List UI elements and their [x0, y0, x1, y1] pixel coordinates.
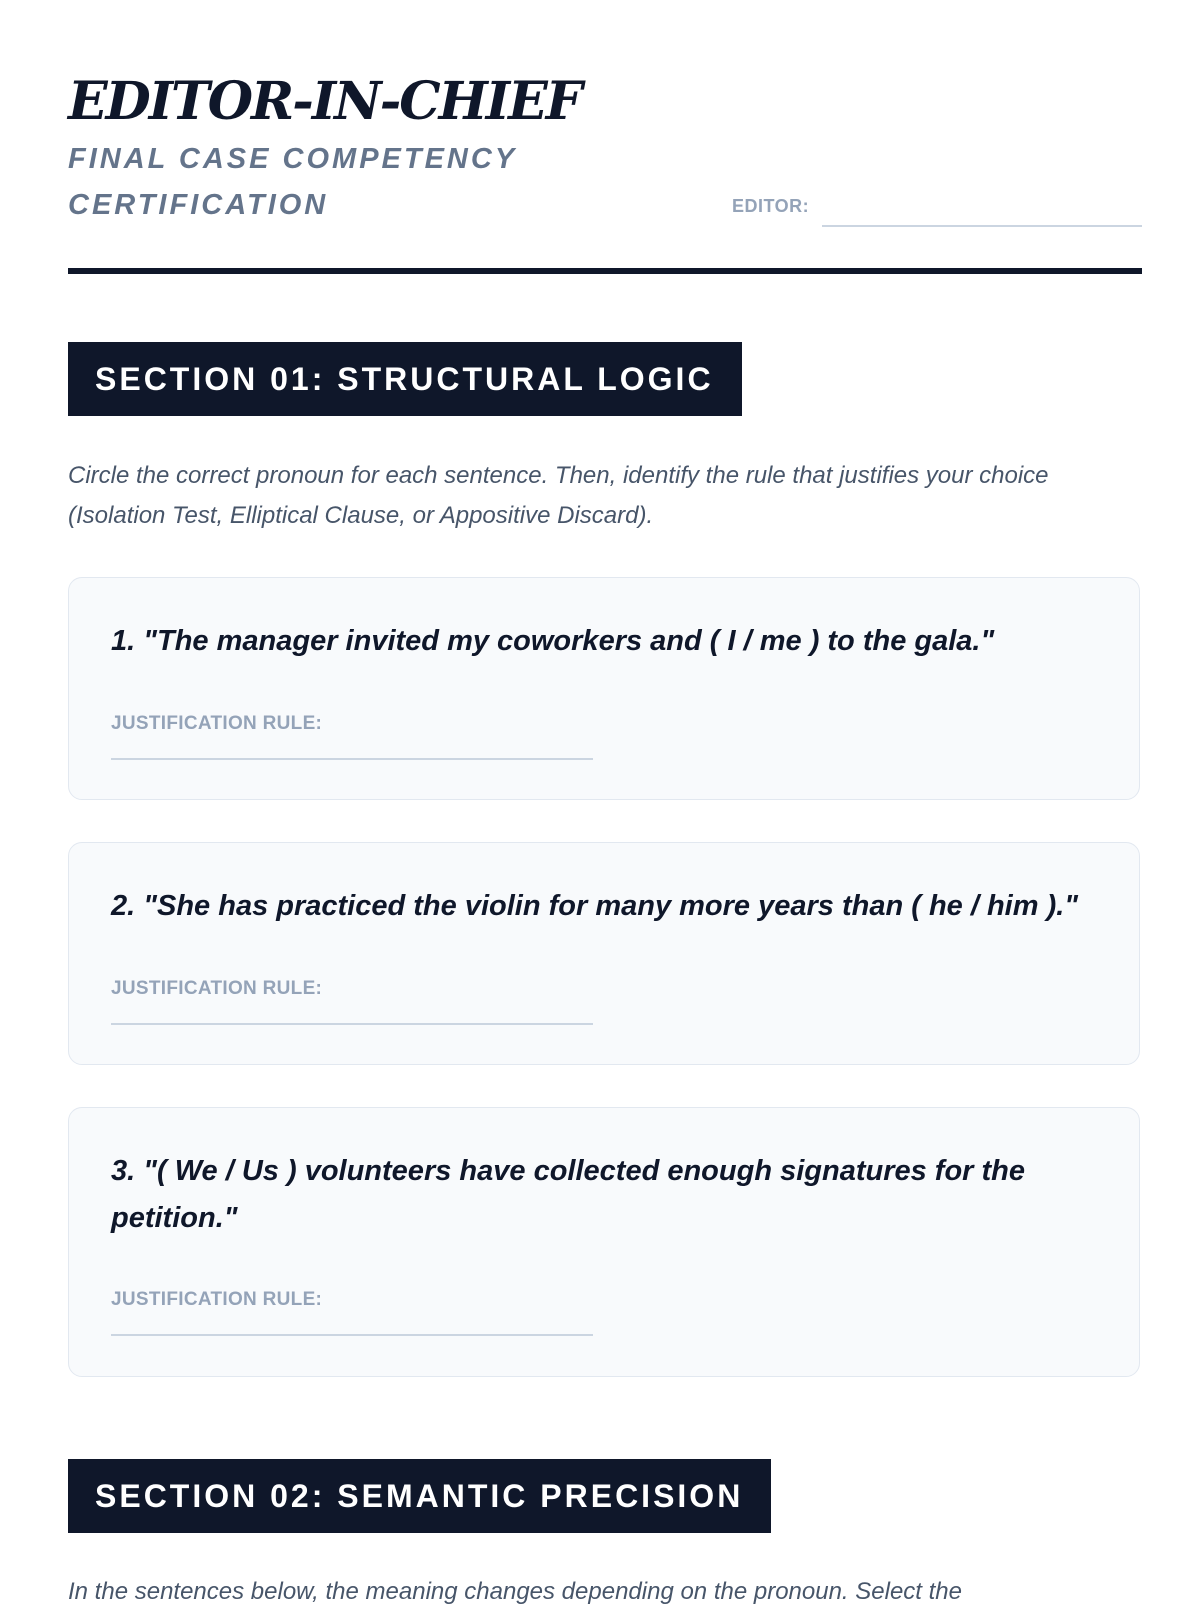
section-01-heading: SECTION 01: STRUCTURAL LOGIC [68, 342, 742, 416]
section-02-heading: SECTION 02: SEMANTIC PRECISION [68, 1459, 771, 1533]
justification-input-line-3[interactable] [111, 1334, 593, 1336]
justification-field-3[interactable] [111, 1288, 593, 1336]
section-01-instructions: Circle the correct pronoun for each sentence. Then, identify the rule that justifies your choice (Isolation Test, Elliptical Clause, or Appositive Discard). [68, 462, 1049, 529]
justification-input-line-2[interactable] [111, 1023, 593, 1025]
question-card-2 [68, 842, 1140, 1065]
header-divider [68, 268, 1142, 274]
worksheet-page [68, 0, 1142, 1605]
worksheet-header [68, 0, 1142, 276]
justification-label-1: JUSTIFICATION RULE: [111, 713, 323, 734]
justification-label-3: JUSTIFICATION RULE: [111, 1289, 323, 1310]
question-card-3 [68, 1107, 1140, 1377]
page-title: EDITOR-IN-CHIEF [68, 71, 581, 132]
question-text-2[interactable]: 2. "She has practiced the violin for many more years than ( he / him )." [111, 890, 1079, 922]
question-text-3[interactable]: 3. "( We / Us ) volunteers have collected enough signatures for the petition." [111, 1155, 1026, 1234]
editor-input-line[interactable] [822, 225, 1142, 227]
justification-label-2: JUSTIFICATION RULE: [111, 978, 323, 999]
editor-field[interactable] [732, 192, 1142, 228]
page-subtitle: FINAL CASE COMPETENCY CERTIFICATION [68, 143, 517, 221]
justification-input-line-1[interactable] [111, 758, 593, 760]
editor-label: EDITOR: [732, 196, 810, 216]
justification-field-2[interactable] [111, 977, 593, 1025]
section-02-instructions: In the sentences below, the meaning changes depending on the pronoun. Select the [68, 1578, 962, 1605]
question-text-1[interactable]: 1. "The manager invited my coworkers and ( I / me ) to the gala." [111, 625, 995, 657]
justification-field-1[interactable] [111, 712, 593, 760]
question-card-1 [68, 577, 1140, 800]
